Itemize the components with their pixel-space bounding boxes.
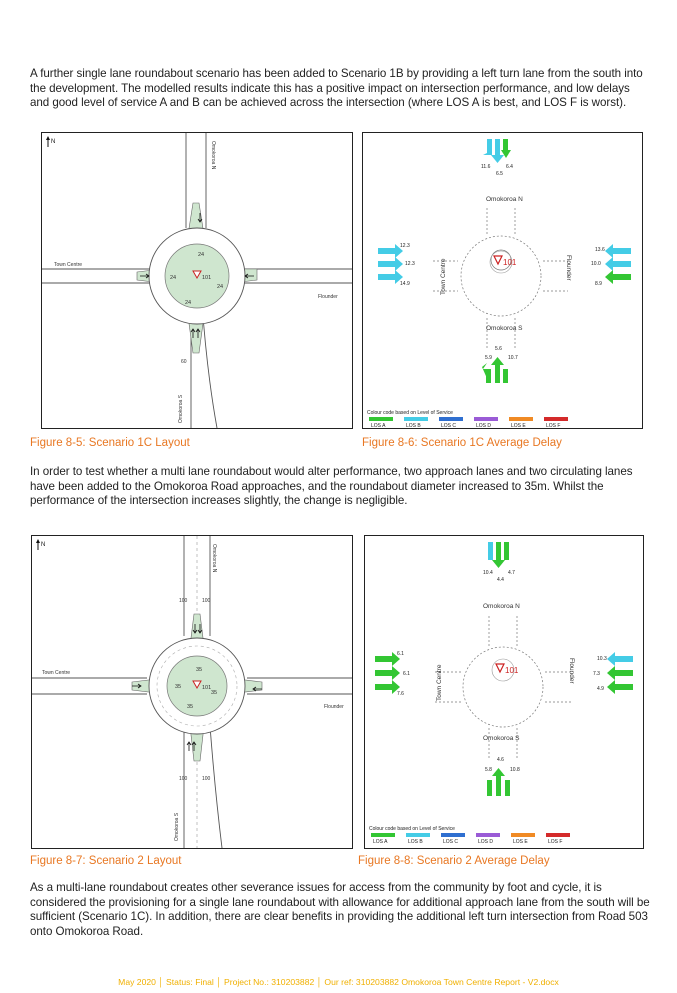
legend-label: LOS F	[546, 423, 561, 428]
north-approach-arrows	[483, 542, 515, 583]
flounder-road-label: Flounder	[318, 294, 338, 300]
north-arrow	[46, 136, 55, 147]
svg-text:Town Centre: Town Centre	[436, 664, 443, 701]
svg-text:60: 60	[181, 359, 187, 365]
omokoroa-n-road-label: Omokoroa N	[210, 141, 216, 170]
svg-text:Omokoroa N: Omokoroa N	[483, 603, 520, 610]
east-approach-arrows	[591, 244, 631, 287]
svg-text:24: 24	[198, 252, 205, 258]
svg-text:N: N	[41, 542, 46, 548]
svg-text:Colour code based on Level of: Colour code based on Level of Service	[369, 826, 455, 832]
svg-text:12.3: 12.3	[405, 261, 415, 267]
svg-text:14.9: 14.9	[400, 281, 410, 287]
svg-text:7.3: 7.3	[593, 671, 600, 677]
svg-text:35: 35	[187, 704, 194, 710]
legend-label: LOS E	[511, 423, 526, 428]
svg-text:6.1: 6.1	[397, 651, 404, 657]
town-centre-label: Town Centre	[440, 258, 447, 295]
svg-text:4.9: 4.9	[597, 686, 604, 692]
svg-text:35: 35	[175, 684, 182, 690]
svg-text:Flounder: Flounder	[568, 658, 575, 684]
town-centre-road-label: Town Centre	[54, 262, 83, 268]
paragraph-multi-lane: In order to test whether a multi lane roundabout would alter performance, two approach lanes and two circulating lanes have been added to the Omokoroa Road approaches, and the roundabout diameter increased to 35m. Whilst the performance of the intersection increases slightly, the change is negligible.	[30, 465, 633, 508]
svg-text:10.7: 10.7	[508, 355, 518, 361]
svg-text:101: 101	[505, 666, 519, 675]
svg-text:100: 100	[202, 776, 211, 782]
svg-text:35: 35	[211, 690, 218, 696]
paragraph-conclusion: As a multi-lane roundabout creates other severance issues for access from the community by foot and cycle, it is considered the provisioning for a single lane roundabout with allowance for additional approach lane from the south will be sufficient (Scenario 1C). In addition, there are clear benefits in providing the additional left turn intersection from Road 503 onto Omokoroa Road.	[30, 881, 650, 938]
svg-text:6.4: 6.4	[506, 164, 513, 170]
svg-text:24: 24	[185, 300, 192, 306]
west-approach-arrows	[375, 651, 410, 697]
figure-scenario-2-delay	[364, 535, 644, 849]
svg-text:4.4: 4.4	[497, 577, 504, 583]
svg-text:24: 24	[217, 284, 224, 290]
south-approach-arrows	[482, 346, 518, 383]
omokoroa-n-label: Omokoroa N	[486, 196, 523, 203]
svg-text:7.6: 7.6	[397, 691, 404, 697]
legend-label: LOS D	[478, 839, 494, 845]
west-approach-arrows	[378, 243, 415, 287]
svg-text:24: 24	[170, 275, 177, 281]
legend-swatch	[439, 417, 463, 421]
legend-swatch	[371, 833, 395, 837]
svg-text:Omokoroa S: Omokoroa S	[174, 812, 180, 841]
svg-text:101: 101	[503, 258, 517, 267]
svg-text:12.3: 12.3	[400, 243, 410, 249]
omokoroa-s-label: Omokoroa S	[486, 325, 523, 332]
svg-text:6.1: 6.1	[403, 671, 410, 677]
svg-text:6.5: 6.5	[496, 171, 503, 177]
legend-label: LOS F	[548, 839, 563, 845]
legend-swatch	[406, 833, 430, 837]
svg-text:5.8: 5.8	[485, 767, 492, 773]
caption-figure-8-8: Figure 8-8: Scenario 2 Average Delay	[358, 855, 550, 867]
los-legend	[371, 833, 570, 845]
los-legend	[369, 417, 568, 428]
svg-text:8.9: 8.9	[595, 281, 602, 287]
svg-text:Omokoroa N: Omokoroa N	[211, 544, 217, 573]
svg-text:10.0: 10.0	[591, 261, 601, 267]
legend-swatch	[544, 417, 568, 421]
svg-text:Town Centre: Town Centre	[42, 670, 71, 676]
legend-label: LOS D	[476, 423, 492, 428]
omokoroa-s-road-label: Omokoroa S	[178, 394, 184, 423]
svg-text:Omokoroa S: Omokoroa S	[483, 735, 520, 742]
caption-figure-8-6: Figure 8-6: Scenario 1C Average Delay	[362, 437, 562, 449]
legend-label: LOS C	[443, 839, 459, 845]
legend-swatch	[509, 417, 533, 421]
legend-label: LOS A	[373, 839, 388, 845]
svg-text:10.3: 10.3	[597, 656, 607, 662]
svg-text:101: 101	[202, 685, 212, 691]
legend-swatch	[441, 833, 465, 837]
svg-text:Flounder: Flounder	[324, 704, 344, 710]
svg-text:10.4: 10.4	[483, 570, 493, 576]
svg-text:100: 100	[202, 598, 211, 604]
legend-swatch	[546, 833, 570, 837]
flounder-label: Flounder	[565, 255, 572, 281]
svg-text:35: 35	[196, 667, 203, 673]
svg-text:10.8: 10.8	[510, 767, 520, 773]
legend-label: LOS B	[408, 839, 423, 845]
legend-swatch	[511, 833, 535, 837]
svg-text:100: 100	[179, 598, 188, 604]
figure-scenario-1c-delay	[362, 132, 643, 429]
svg-text:4.6: 4.6	[497, 757, 504, 763]
caption-figure-8-5: Figure 8-5: Scenario 1C Layout	[30, 437, 190, 449]
legend-title: Colour code based on Level of Service	[367, 410, 453, 416]
legend-label: LOS A	[371, 423, 386, 428]
east-approach-arrows	[593, 652, 633, 694]
svg-text:4.7: 4.7	[508, 570, 515, 576]
paragraph-scenario-1c: A further single lane roundabout scenario has been added to Scenario 1B by providing a left turn lane from the south into the development. The modelled results indicate this has a positive impact on intersection performance, and low delays and good level of service A and B can be achieved across the intersection (where LOS A is best, and LOS F is worst).	[30, 67, 643, 110]
north-approach-arrows	[481, 139, 513, 177]
figure-scenario-2-layout	[31, 535, 353, 849]
south-approach-arrows	[485, 757, 520, 796]
svg-text:101: 101	[202, 275, 212, 281]
legend-swatch	[404, 417, 428, 421]
figure-scenario-1c-layout	[41, 132, 353, 429]
svg-text:5.6: 5.6	[495, 346, 502, 352]
svg-text:100: 100	[179, 776, 188, 782]
legend-label: LOS C	[441, 423, 457, 428]
page-footer: May 2020 │ Status: Final │ Project No.: 310203882 │ Our ref: 310203882 Omokoroa Town Centre Report - V2.docx	[118, 977, 559, 987]
north-arrow	[36, 539, 45, 550]
legend-swatch	[474, 417, 498, 421]
legend-label: LOS E	[513, 839, 528, 845]
svg-text:13.6: 13.6	[595, 247, 605, 253]
legend-swatch	[476, 833, 500, 837]
svg-text:11.6: 11.6	[481, 164, 491, 170]
legend-label: LOS B	[406, 423, 421, 428]
legend-swatch	[369, 417, 393, 421]
caption-figure-8-7: Figure 8-7: Scenario 2 Layout	[30, 855, 182, 867]
svg-text:5.9: 5.9	[485, 355, 492, 361]
north-label: N	[51, 139, 56, 145]
